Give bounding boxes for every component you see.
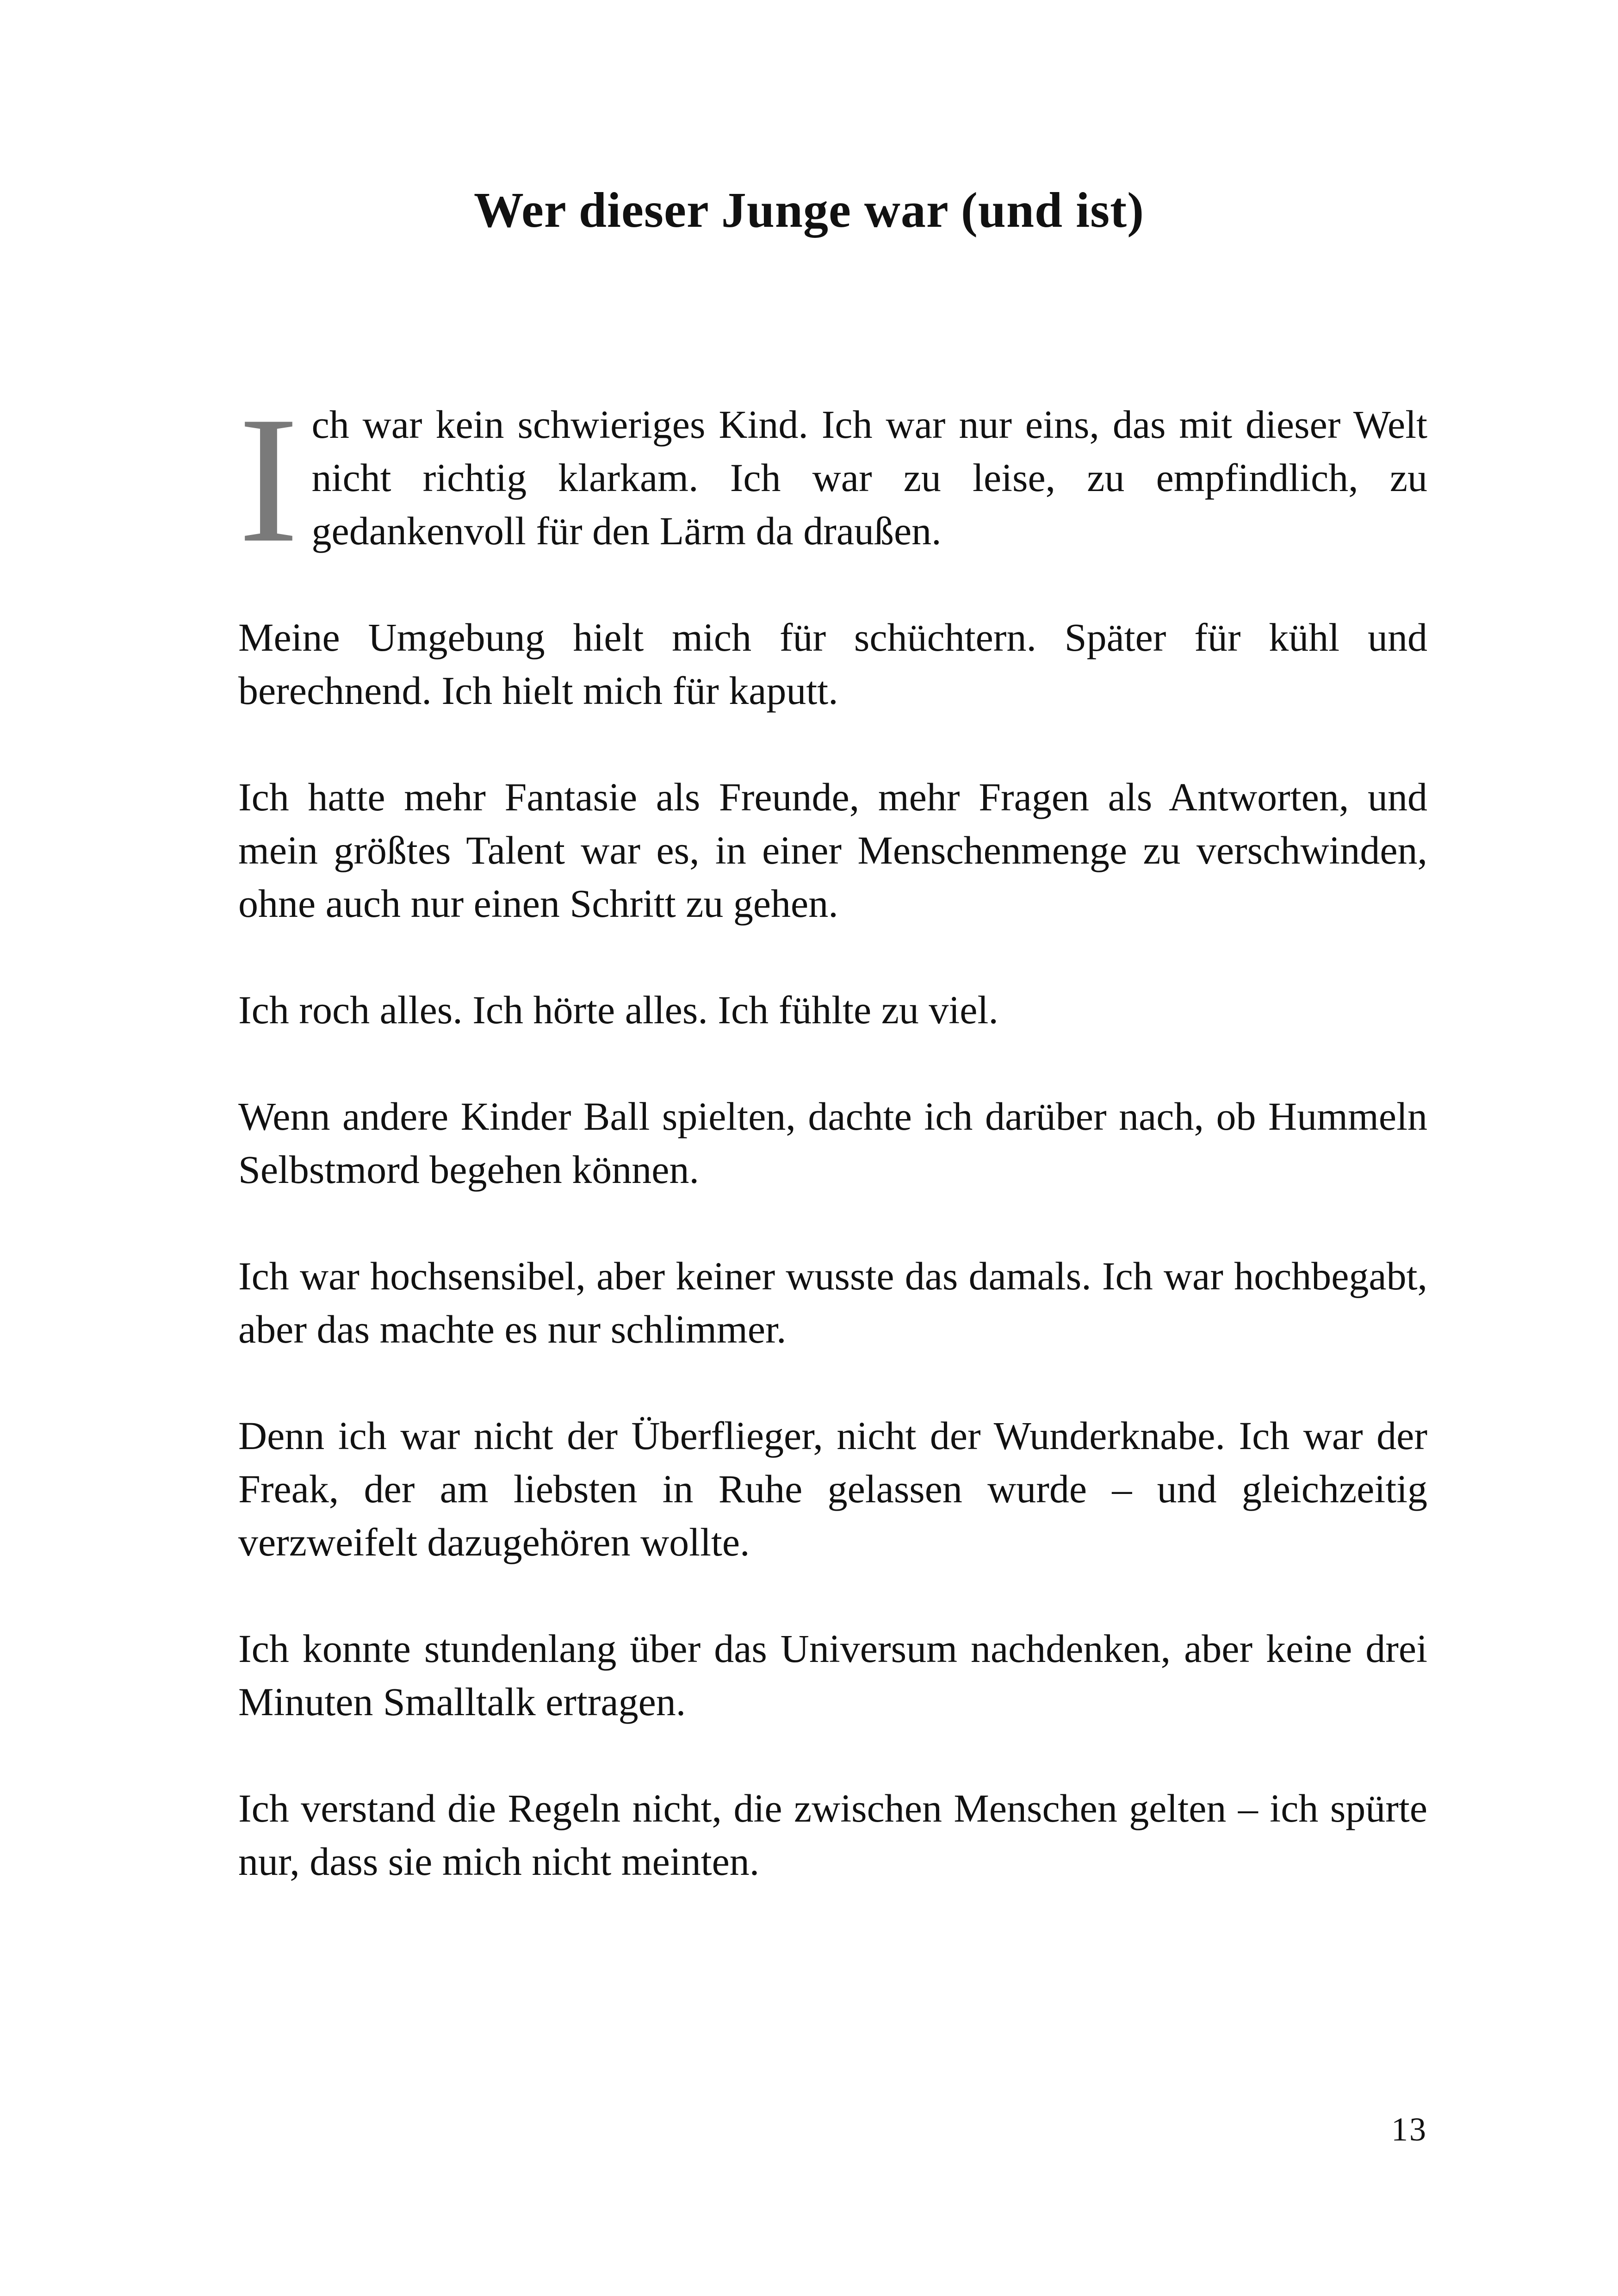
opening-paragraph-text: ch war kein schwieriges Kind. Ich war nur eins, das mit dieser Welt nicht richtig klarkam. Ich war zu leise, zu empfindlich, zu gedankenvoll für den Lärm da draußen. xyxy=(311,402,1427,553)
paragraph: Ich konnte stundenlang über das Universum nachdenken, aber keine drei Minuten Smalltalk ertragen. xyxy=(238,1626,1427,1724)
paragraph: Ich verstand die Regeln nicht, die zwischen Menschen gelten – ich spürte nur, dass sie mich nicht meinten. xyxy=(238,1786,1427,1884)
paragraph: Meine Umgebung hielt mich für schüchtern. Später für kühl und berechnend. Ich hielt mich für kaputt. xyxy=(238,615,1427,713)
paragraph: Wenn andere Kinder Ball spielten, dachte ich darüber nach, ob Hummeln Selbstmord begehen können. xyxy=(238,1094,1427,1192)
paragraph: Denn ich war nicht der Überflieger, nicht der Wunderknabe. Ich war der Freak, der am liebsten in Ruhe gelassen wurde – und gleichzeitig verzweifelt dazugehören wollte. xyxy=(238,1413,1427,1564)
chapter-title: Wer dieser Junge war (und ist) xyxy=(473,183,1145,238)
body-text xyxy=(238,379,1427,1941)
drop-cap: I xyxy=(238,379,299,580)
paragraph: Ich roch alles. Ich hörte alles. Ich fühlte zu viel. xyxy=(238,988,998,1032)
paragraph: Ich hatte mehr Fantasie als Freunde, mehr Fragen als Antworten, und mein größtes Talent war es, in einer Menschenmenge zu verschwinden, ohne auch nur einen Schritt zu gehen. xyxy=(238,775,1427,926)
page-number: 13 xyxy=(1391,2111,1427,2148)
opening-paragraph xyxy=(238,379,1427,580)
paragraph: Ich war hochsensibel, aber keiner wusste das damals. Ich war hochbegabt, aber das machte es nur schlimmer. xyxy=(238,1254,1427,1351)
